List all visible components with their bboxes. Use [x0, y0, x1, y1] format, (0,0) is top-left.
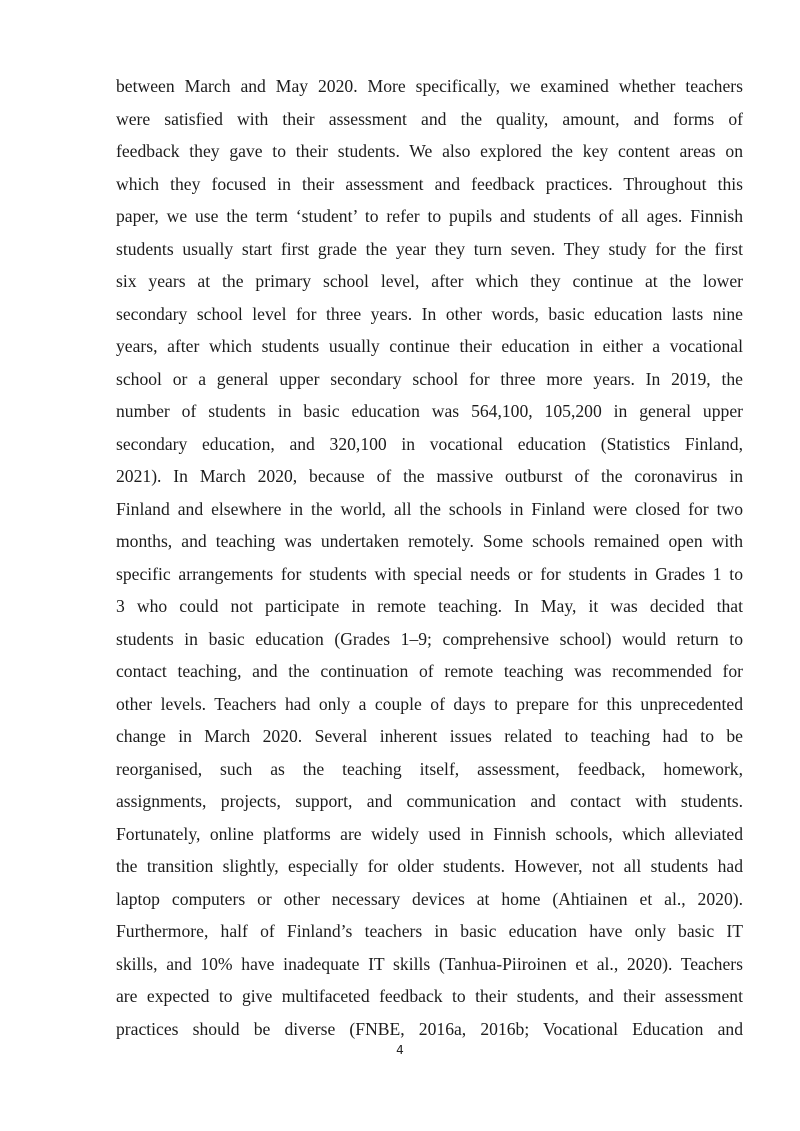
paragraph-line: school or a general upper secondary school for three more years. In 2019, the — [116, 368, 743, 389]
paragraph-line: secondary school level for three years. In other words, basic education lasts nine — [116, 303, 743, 324]
paragraph-line: years, after which students usually continue their education in either a vocational — [116, 336, 743, 356]
paragraph-line: the transition slightly, especially for older students. However, not all students had — [116, 856, 743, 876]
paragraph-line: are expected to give multifaceted feedback to their students, and their assessment — [116, 986, 743, 1006]
paragraph-line: secondary education, and 320,100 in vocational education (Statistics Finland, — [116, 433, 743, 454]
paragraph-line: Fortunately, online platforms are widely used in Finnish schools, which alleviated — [116, 823, 743, 844]
paragraph-line: number of students in basic education was 564,100, 105,200 in general upper — [116, 401, 743, 421]
page-number: 4 — [396, 1043, 404, 1057]
paragraph-line: were satisfied with their assessment and the quality, amount, and forms of — [116, 108, 743, 129]
paragraph-line: six years at the primary school level, after which they continue at the lower — [116, 271, 743, 291]
paragraph-line: paper, we use the term ‘student’ to refer to pupils and students of all ages. Finnish — [116, 206, 743, 226]
paragraph-line: months, and teaching was undertaken remotely. Some schools remained open with — [116, 531, 743, 551]
paragraph-line: skills, and 10% have inadequate IT skills (Tanhua-Piiroinen et al., 2020). Teachers — [116, 953, 743, 974]
paragraph-line: contact teaching, and the continuation of remote teaching was recommended for — [116, 661, 743, 681]
paragraph-line: Finland and elsewhere in the world, all the schools in Finland were closed for two — [116, 498, 743, 519]
paragraph-line: feedback they gave to their students. We also explored the key content areas on — [116, 141, 743, 161]
paragraph-line: which they focused in their assessment and feedback practices. Throughout this — [116, 173, 743, 194]
body-paragraph — [116, 70, 743, 1045]
paragraph-line: specific arrangements for students with special needs or for students in Grades 1 to — [116, 563, 743, 584]
paragraph-line: change in March 2020. Several inherent issues related to teaching had to be — [116, 726, 743, 746]
paragraph-line: practices should be diverse (FNBE, 2016a, 2016b; Vocational Education and — [116, 1018, 743, 1039]
paragraph-line: other levels. Teachers had only a couple of days to prepare for this unprecedented — [116, 693, 743, 714]
paragraph-line: students usually start first grade the year they turn seven. They study for the first — [116, 238, 743, 259]
paragraph-line: reorganised, such as the teaching itself, assessment, feedback, homework, — [116, 758, 743, 779]
paragraph-line: 3 who could not participate in remote teaching. In May, it was decided that — [116, 596, 743, 616]
paragraph-line: assignments, projects, support, and communication and contact with students. — [116, 791, 743, 811]
paragraph-line: Furthermore, half of Finland’s teachers in basic education have only basic IT — [116, 921, 743, 941]
paragraph-line: 2021). In March 2020, because of the massive outburst of the coronavirus in — [116, 466, 743, 486]
paragraph-line: between March and May 2020. More specifically, we examined whether teachers — [116, 76, 743, 96]
paragraph-line: students in basic education (Grades 1–9; comprehensive school) would return to — [116, 628, 743, 649]
paragraph-line: laptop computers or other necessary devices at home (Ahtiainen et al., 2020). — [116, 888, 743, 909]
